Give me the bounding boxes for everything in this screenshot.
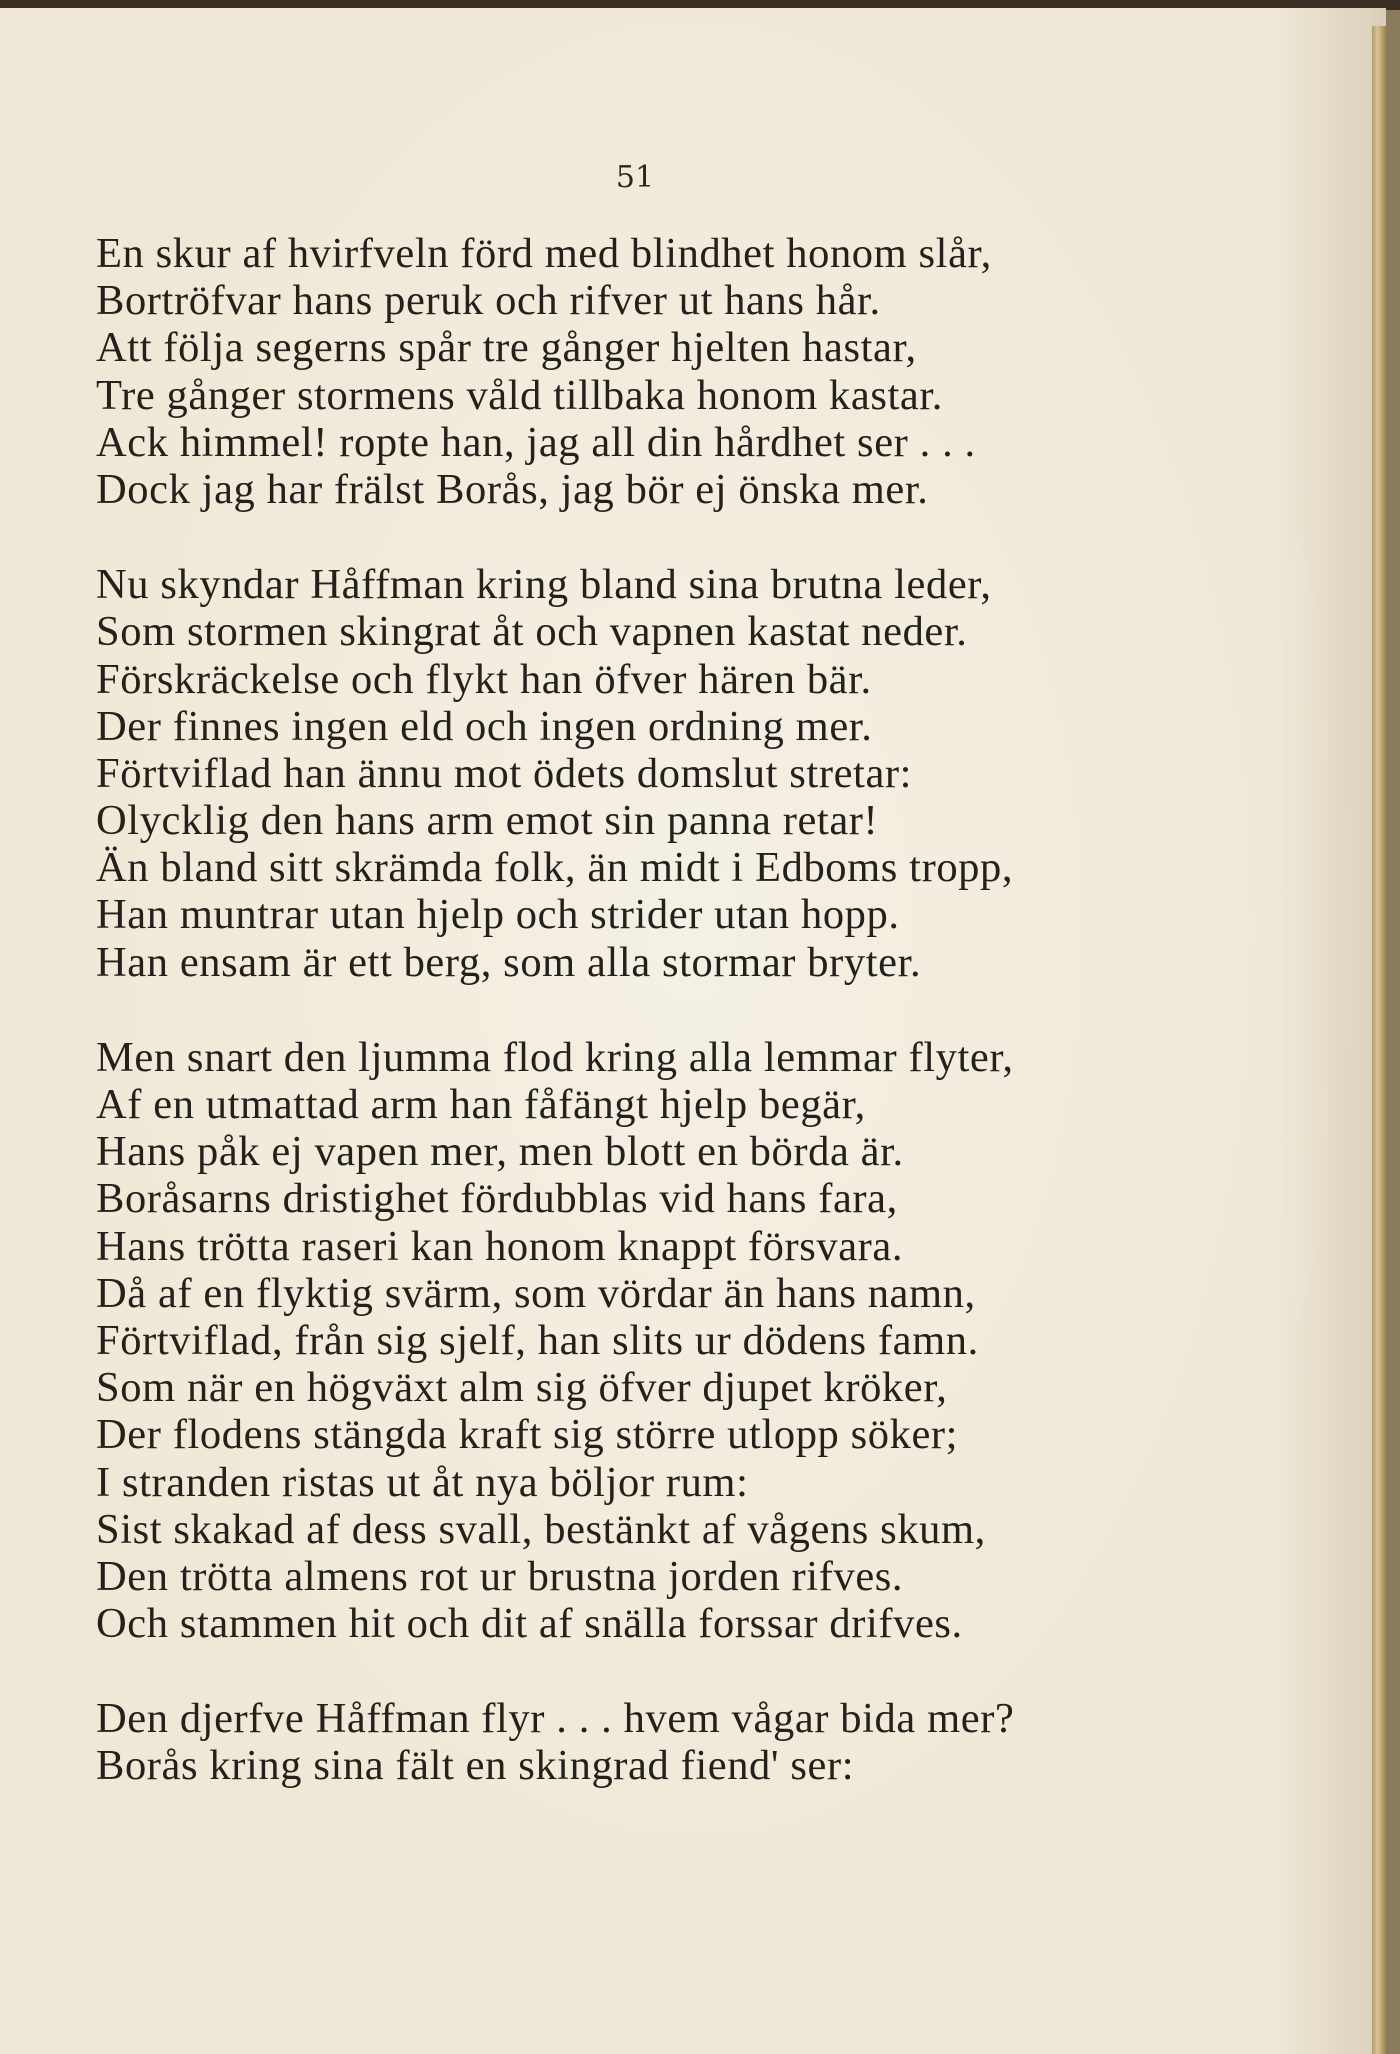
- poem-line: Der finnes ingen eld och ingen ordning mer.: [96, 702, 873, 750]
- poem-line: Han muntrar utan hjelp och strider utan hopp.: [96, 891, 900, 939]
- poem-line: Sist skakad af dess svall, bestänkt af vågens skum,: [96, 1505, 986, 1553]
- page-stack-edge: [1372, 26, 1386, 2054]
- poem-line: Förtviflad, från sig sjelf, han slits ur dödens famn.: [96, 1316, 979, 1364]
- poem-line: Af en utmattad arm han fåfängt hjelp begär,: [96, 1081, 866, 1128]
- poem-line: Bortröfvar hans peruk och rifver ut hans hår.: [96, 277, 881, 325]
- poem-line: Hans påk ej vapen mer, men blott en börda är.: [96, 1128, 904, 1176]
- stanza-1: [96, 230, 1276, 513]
- poem-text: [96, 230, 1276, 1790]
- poem-line: En skur af hvirfveln förd med blindhet honom slår,: [96, 230, 992, 277]
- poem-line: Dock jag har frälst Borås, jag bör ej önska mer.: [96, 465, 929, 513]
- poem-line: Och stammen hit och dit af snälla forssar drifves.: [96, 1600, 963, 1648]
- page-number: 51: [615, 160, 655, 195]
- poem-line: Boråsarns dristighet fördubblas vid hans fara,: [96, 1175, 898, 1223]
- poem-line: Ack himmel! ropte han, jag all din hårdhet ser . . .: [96, 418, 976, 466]
- poem-line: Olycklig den hans arm emot sin panna retar!: [96, 797, 879, 845]
- poem-line: Den trötta almens rot ur brustna jorden rifves.: [96, 1552, 904, 1600]
- poem-line: Förtviflad han ännu mot ödets domslut stretar:: [96, 749, 913, 797]
- poem-line: I stranden ristas ut åt nya böljor rum:: [96, 1458, 749, 1506]
- poem-line: Att följa segerns spår tre gånger hjelten hastar,: [96, 324, 917, 372]
- poem-line: Men snart den ljumma flod kring alla lemmar flyter,: [96, 1033, 1014, 1081]
- poem-line: Nu skyndar Håffman kring bland sina brutna leder,: [96, 561, 992, 609]
- poem-line: Förskräckelse och flykt han öfver hären bär.: [96, 655, 872, 703]
- poem-line: Den djerfve Håffman flyr . . . hvem vågar bida mer?: [96, 1695, 1015, 1743]
- poem-line: Tre gånger stormens våld tillbaka honom kastar.: [96, 371, 943, 419]
- stanza-3: [96, 1034, 1276, 1647]
- book-page: [0, 8, 1386, 2054]
- stanza-4: [96, 1695, 1276, 1789]
- poem-line: Han ensam är ett berg, som alla stormar bryter.: [96, 938, 922, 986]
- poem-line: Hans trötta raseri kan honom knappt försvara.: [96, 1222, 904, 1270]
- poem-line: Då af en flyktig svärm, som vördar än hans namn,: [96, 1269, 976, 1317]
- poem-line: Som stormen skingrat åt och vapnen kastat neder.: [96, 608, 968, 656]
- poem-line: Borås kring sina fält en skingrad fiend' ser:: [96, 1742, 855, 1790]
- stanza-2: [96, 561, 1276, 986]
- poem-line: Der flodens stängda kraft sig större utlopp söker;: [96, 1411, 959, 1459]
- poem-line: Som när en högväxt alm sig öfver djupet kröker,: [96, 1364, 948, 1412]
- poem-line: Än bland sitt skrämda folk, än midt i Edboms tropp,: [96, 844, 1014, 892]
